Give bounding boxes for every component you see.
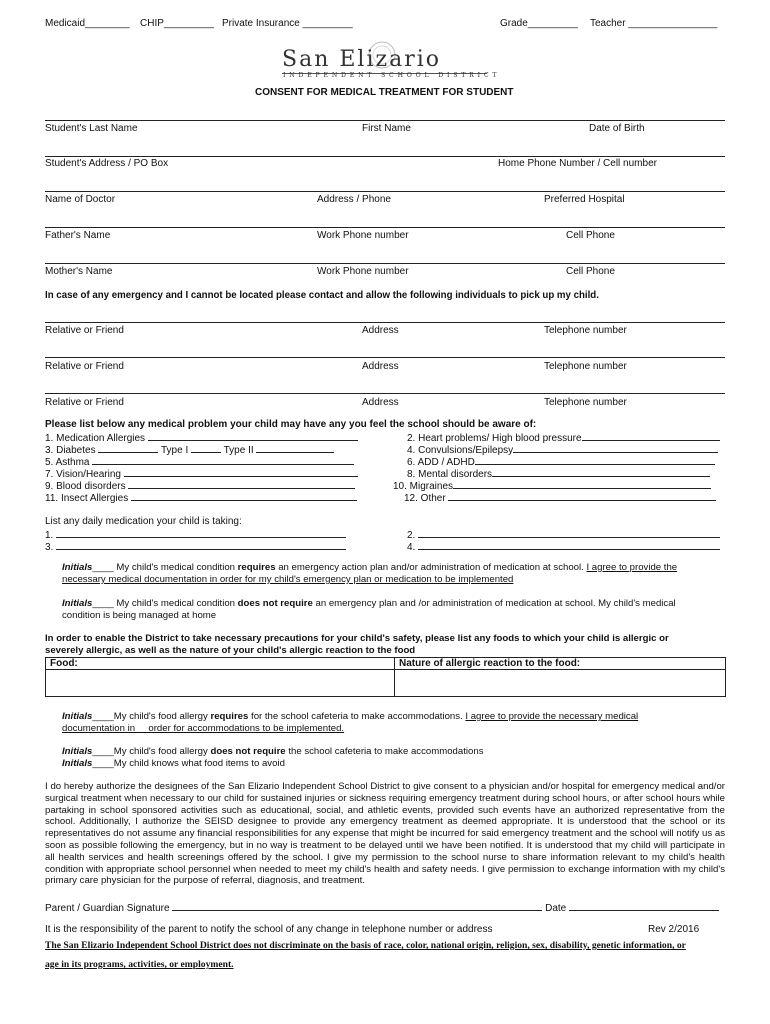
food-cell[interactable] (46, 670, 395, 697)
private-insurance-field[interactable]: Private Insurance _________ (222, 18, 353, 29)
medicaid-field[interactable]: Medicaid________ (45, 18, 130, 29)
reaction-header: Nature of allergic reaction to the food: (395, 658, 726, 670)
contact-line-2[interactable] (45, 357, 725, 358)
relative-label-2: Relative or Friend (45, 361, 124, 372)
add-adhd-item[interactable]: 6. ADD / ADHD (407, 455, 715, 468)
initials-medical-not-required[interactable]: Initials____ My child's medical condition does not require an emergency plan and /or administration of medication at school. My child's medical (62, 598, 676, 609)
emergency-note: In case of any emergency and I cannot be located please contact and allow the following individuals to pick up my child. (45, 290, 599, 301)
food-note-1: In order to enable the District to take necessary precautions for your child's safety, please list any foods to which your child is allergic or (45, 633, 669, 644)
student-last-name-label: Student's Last Name (45, 123, 138, 134)
grade-field[interactable]: Grade_________ (500, 18, 578, 29)
insect-allergies-item[interactable]: 11. Insect Allergies (45, 491, 357, 504)
relative-address-label-1: Address (362, 325, 399, 336)
relative-phone-label-2: Telephone number (544, 361, 627, 372)
contact-line-3[interactable] (45, 393, 725, 394)
authorization-paragraph: I do hereby authorize the designees of the San Elizario Independent School District to give consent to a physician and/or hospital for emergency medical and/or surgical treatment when necessary to our child for sustained injuries or sickness requiring emergency treatment during school hours, or after school hours while partaking in school sponsored activities such as educational, social, and athletic events, provided such events have an authorized representative from the school. Additionally, I authorize the SEISD designee to provide any emergency treatment as deemed appropriate. It is understood that the school or its representatives do not assume any financial responsibilities for any expense that might be incurred for said emergency treatment and the school will notify us as soon as possible following the emergency, but in no way is treatment to be delayed until we have been notified. It is understood that my child will participate in all health services and health screenings offered by the school. I give my permission to the school nurse to share information relevant to my child's health condition with appropriate school personnel when needed to meet my child's health and safety needs. I give permission to exchange information with my child's primary care physician for the purpose of referral, diagnosis, and treatment. (45, 781, 725, 887)
convulsions-item[interactable]: 4. Convulsions/Epilepsy (407, 443, 718, 456)
relative-address-label-2: Address (362, 361, 399, 372)
signature-label: Parent / Guardian Signature (45, 903, 170, 914)
home-phone-label: Home Phone Number / Cell number (498, 158, 657, 169)
nondiscrimination-2: age in its programs, activities, or employment. (45, 959, 234, 970)
relative-phone-label-3: Telephone number (544, 397, 627, 408)
initials-food-requires-line2: documentation in order for accommodations to be implemented. (62, 723, 345, 734)
father-label: Father's Name (45, 230, 111, 241)
initials-medical-not-line2: condition is being managed at home (62, 610, 217, 621)
food-allergy-table (45, 657, 726, 697)
logo-name: San Elizario (282, 47, 441, 72)
medical-heading: Please list below any medical problem your child may have any you feel the school should be aware of: (45, 419, 537, 430)
father-line[interactable] (45, 227, 725, 228)
relative-label-3: Relative or Friend (45, 397, 124, 408)
relative-address-label-3: Address (362, 397, 399, 408)
signature-line[interactable] (172, 901, 542, 911)
mental-disorders-item[interactable]: 8. Mental disorders (407, 467, 710, 480)
mother-work-phone-label: Work Phone number (317, 266, 409, 277)
mother-label: Mother's Name (45, 266, 113, 277)
teacher-field[interactable]: Teacher ________________ (590, 18, 718, 29)
nondiscrimination-1: The San Elizario Independent School District does not discriminate on the basis of race, color, national origin, religion, sex, disability, genetic information, or (45, 940, 686, 951)
medication-allergies-item[interactable]: 1. Medication Allergies (45, 431, 358, 444)
doctor-address-label: Address / Phone (317, 194, 391, 205)
form-title: CONSENT FOR MEDICAL TREATMENT FOR STUDENT (255, 87, 514, 98)
initials-food-requires[interactable]: Initials____My child's food allergy requires for the school cafeteria to make accommodations. I agree to provide the necessary medical (62, 711, 639, 722)
asthma-item[interactable]: 5. Asthma (45, 455, 354, 468)
vision-hearing-item[interactable]: 7. Vision/Hearing (45, 467, 358, 480)
doctor-line[interactable] (45, 191, 725, 192)
signature-row[interactable] (45, 901, 719, 914)
mother-line[interactable] (45, 263, 725, 264)
mother-cell-label: Cell Phone (566, 266, 615, 277)
dob-label: Date of Birth (589, 123, 645, 134)
logo-subtitle: INDEPENDENT SCHOOL DISTRICT (283, 72, 501, 79)
date-label: Date (545, 903, 567, 914)
revision: Rev 2/2016 (648, 924, 700, 935)
reaction-cell[interactable] (395, 670, 726, 697)
responsibility-note: It is the responsibility of the parent to notify the school of any change in telephone number or address (45, 924, 493, 935)
food-header: Food: (46, 658, 395, 670)
daily-med-3[interactable]: 3. (45, 540, 346, 553)
date-line[interactable] (569, 901, 719, 911)
student-line[interactable] (45, 120, 725, 121)
hospital-label: Preferred Hospital (544, 194, 625, 205)
chip-field[interactable]: CHIP_________ (140, 18, 214, 29)
student-address-label: Student's Address / PO Box (45, 158, 169, 169)
father-cell-label: Cell Phone (566, 230, 615, 241)
migraines-item[interactable]: 10. Migraines (393, 479, 711, 492)
relative-label-1: Relative or Friend (45, 325, 124, 336)
relative-phone-label-1: Telephone number (544, 325, 627, 336)
initials-food-not-required[interactable]: Initials____My child's food allergy does not require the school cafeteria to make accommodations (62, 746, 484, 757)
contact-line-1[interactable] (45, 322, 725, 323)
initials-food-avoid[interactable]: Initials____My child knows what food items to avoid (62, 758, 285, 769)
blood-disorders-item[interactable]: 9. Blood disorders (45, 479, 355, 492)
address-line[interactable] (45, 156, 725, 157)
daily-medication-label: List any daily medication your child is taking: (45, 516, 242, 527)
doctor-label: Name of Doctor (45, 194, 116, 205)
daily-med-1[interactable]: 1. (45, 528, 346, 541)
initials-medical-requires[interactable]: Initials____ My child's medical condition requires an emergency action plan and/or administration of medication at school. I agree to provide the (62, 562, 678, 573)
heart-problems-item[interactable]: 2. Heart problems/ High blood pressure (407, 431, 720, 444)
other-item[interactable]: 12. Other (404, 491, 716, 504)
initials-medical-requires-line2: necessary medical documentation in order for my child's emergency plan or medication to be implemented (62, 574, 514, 585)
first-name-label: First Name (362, 123, 411, 134)
daily-med-2[interactable]: 2. (407, 528, 720, 541)
father-work-phone-label: Work Phone number (317, 230, 409, 241)
daily-med-4[interactable]: 4. (407, 540, 720, 553)
food-note-2: severely allergic, as well as the nature of your child's allergic reaction to the food (45, 645, 416, 656)
diabetes-item[interactable]: 3. Diabetes Type I Type II (45, 443, 334, 456)
